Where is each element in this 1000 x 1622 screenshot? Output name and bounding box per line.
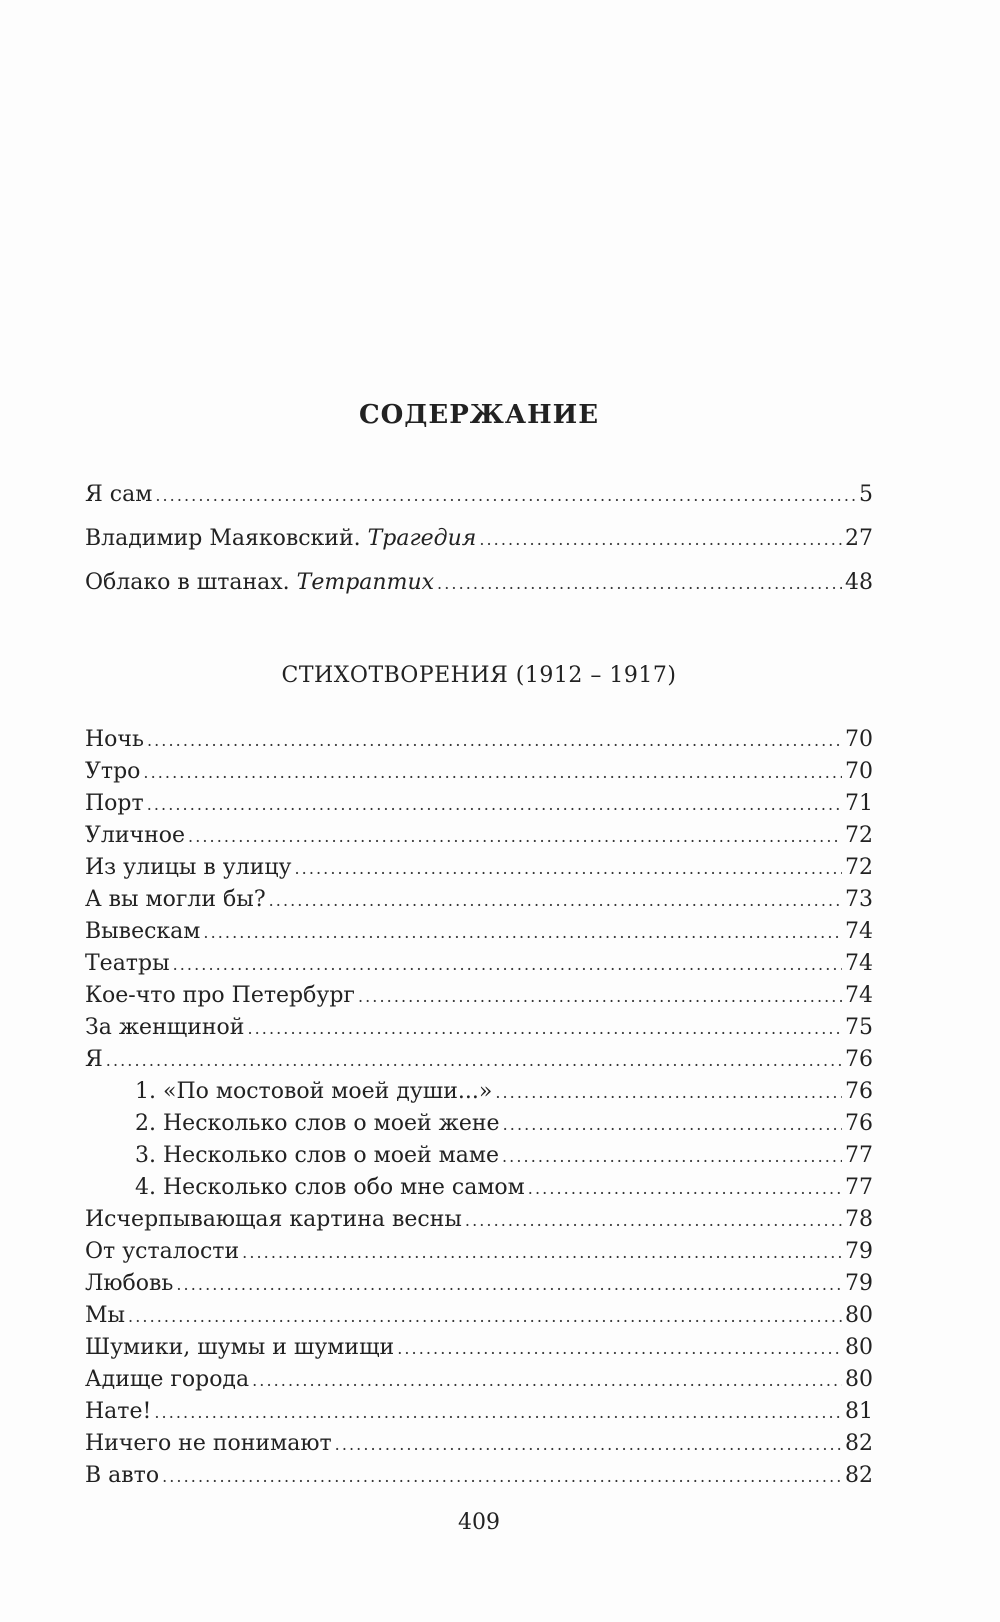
toc-entry-title <box>85 983 355 1008</box>
toc-entry-genre: Трагедия <box>367 526 477 551</box>
toc-entry-title-text: Любовь <box>85 1271 174 1296</box>
toc-entry-title-text: 3. Несколько слов о моей маме <box>135 1143 499 1168</box>
toc-entry <box>85 1015 873 1047</box>
dot-leader <box>176 1271 842 1296</box>
toc-entry-title-text: 4. Несколько слов обо мне самом <box>135 1175 525 1200</box>
toc-entry-title-text: Театры <box>85 951 170 976</box>
toc-entry <box>85 1431 873 1463</box>
toc-entry-title <box>85 526 476 551</box>
toc-entry <box>85 855 873 887</box>
toc-entry-title-text: Порт <box>85 791 144 816</box>
toc-entry-page: 72 <box>845 823 873 848</box>
dot-leader <box>247 1015 842 1040</box>
toc-entry-page: 70 <box>845 759 873 784</box>
toc-entry-title-text: Ночь <box>85 727 144 752</box>
dot-leader <box>269 887 842 912</box>
toc-entry-page: 75 <box>845 1015 873 1040</box>
toc-entry-title <box>85 855 291 880</box>
toc-entry-title <box>135 1175 525 1200</box>
toc-entry <box>85 983 873 1015</box>
toc-entry-title <box>135 1111 500 1136</box>
toc-entry-page: 48 <box>845 570 873 595</box>
toc-entry-title-text: Мы <box>85 1303 126 1328</box>
toc-entry-title <box>85 1335 394 1360</box>
dot-leader <box>502 1143 842 1168</box>
dot-leader <box>528 1175 842 1200</box>
toc-entry <box>85 526 873 570</box>
toc-entry <box>85 1367 873 1399</box>
toc-entry <box>85 1207 873 1239</box>
toc-entry-page: 78 <box>845 1207 873 1232</box>
toc-entry-page: 74 <box>845 919 873 944</box>
toc-entry-page: 73 <box>845 887 873 912</box>
toc-entry-title <box>85 1047 103 1072</box>
toc-entry-page: 74 <box>845 983 873 1008</box>
toc-entry-title <box>85 951 170 976</box>
toc-entry-page: 79 <box>845 1239 873 1264</box>
section-title: СТИХОТВОРЕНИЯ (1912 – 1917) <box>281 663 677 688</box>
toc-entry-title <box>85 1367 249 1392</box>
toc-entry-title-text: Утро <box>85 759 141 784</box>
toc-entry-title <box>85 1271 173 1296</box>
toc-entry-page: 70 <box>845 727 873 752</box>
toc-entry-title <box>85 482 152 507</box>
toc-entry <box>85 919 873 951</box>
page-title: СОДЕРЖАНИЕ <box>358 400 600 430</box>
dot-leader <box>252 1367 842 1392</box>
toc-entry <box>85 887 873 919</box>
toc-main-list <box>85 482 873 614</box>
toc-entry <box>85 570 873 614</box>
dot-leader <box>147 727 842 752</box>
toc-entry-title-text: Нате! <box>85 1399 152 1424</box>
toc-sub-entry <box>85 1111 873 1143</box>
toc-entry-title-text: От усталости <box>85 1239 240 1264</box>
toc-entry-title-text: Облако в штанах. <box>85 570 290 595</box>
toc-entry-title-text: Адище города <box>85 1367 250 1392</box>
dot-leader <box>495 1079 842 1104</box>
toc-entry <box>85 1271 873 1303</box>
toc-entry-title-text: Вывескам <box>85 919 201 944</box>
toc-entry <box>85 1335 873 1367</box>
toc-entry <box>85 482 873 526</box>
toc-entry-page: 71 <box>845 791 873 816</box>
toc-entry-title <box>85 759 140 784</box>
toc-entry-title <box>85 919 200 944</box>
toc-entry-page: 76 <box>845 1047 873 1072</box>
toc-entry-title <box>85 1207 462 1232</box>
dot-leader <box>128 1303 842 1328</box>
toc-entry-title-text: Я сам <box>85 482 153 507</box>
toc-entry-title <box>135 1079 492 1104</box>
toc-entry <box>85 1303 873 1335</box>
toc-entry-title-text: Из улицы в улицу <box>85 855 292 880</box>
toc-entry-title-text: В авто <box>85 1463 160 1488</box>
toc-entry-page: 77 <box>845 1143 873 1168</box>
toc-entry-title-text: Исчерпывающая картина весны <box>85 1207 462 1232</box>
dot-leader <box>155 482 856 507</box>
toc-entry-title <box>85 791 144 816</box>
toc-entry-title <box>85 570 434 595</box>
toc-entry-page: 82 <box>845 1431 873 1456</box>
toc-entry-title-text: 1. «По мостовой моей души...» <box>135 1079 493 1104</box>
toc-entry-title-text: Кое-что про Петербург <box>85 983 355 1008</box>
toc-entry-title-text: Я <box>85 1047 103 1072</box>
toc-entry <box>85 1463 873 1495</box>
toc-entry-title-text: Владимир Маяковский. <box>85 526 361 551</box>
toc-entry-title-text: 2. Несколько слов о моей жене <box>135 1111 500 1136</box>
toc-entry <box>85 951 873 983</box>
toc-entry-title <box>85 1431 332 1456</box>
toc-entry-genre: Тетраптих <box>296 570 435 595</box>
toc-entry-title <box>85 1015 244 1040</box>
dot-leader <box>479 526 842 551</box>
dot-leader <box>143 759 842 784</box>
toc-entry-title <box>135 1143 499 1168</box>
book-page <box>85 0 873 1622</box>
dot-leader <box>162 1463 842 1488</box>
dot-leader <box>397 1335 842 1360</box>
toc-entry-page: 72 <box>845 855 873 880</box>
toc-entry-title <box>85 823 185 848</box>
toc-entry-page: 81 <box>845 1399 873 1424</box>
toc-entry-title-text: Ничего не понимают <box>85 1431 332 1456</box>
toc-entry-page: 80 <box>845 1303 873 1328</box>
toc-entry <box>85 1047 873 1079</box>
toc-entry <box>85 1399 873 1431</box>
dot-leader <box>437 570 842 595</box>
toc-entry-title <box>85 1399 151 1424</box>
dot-leader <box>173 951 842 976</box>
dot-leader <box>147 791 842 816</box>
toc-entry-title-text: За женщиной <box>85 1015 245 1040</box>
toc-entry <box>85 759 873 791</box>
dot-leader <box>294 855 842 880</box>
toc-sub-entry <box>85 1143 873 1175</box>
toc-entry-page: 76 <box>845 1079 873 1104</box>
toc-entry-page: 80 <box>845 1367 873 1392</box>
dot-leader <box>358 983 842 1008</box>
toc-sub-entry <box>85 1079 873 1111</box>
toc-entry-page: 74 <box>845 951 873 976</box>
toc-entry-title-text: А вы могли бы? <box>85 887 266 912</box>
toc-entry <box>85 823 873 855</box>
toc-entry <box>85 1239 873 1271</box>
dot-leader <box>503 1111 842 1136</box>
toc-entry-page: 77 <box>845 1175 873 1200</box>
toc-entry-page: 79 <box>845 1271 873 1296</box>
toc-entry <box>85 791 873 823</box>
toc-entry-page: 5 <box>859 482 873 507</box>
dot-leader <box>106 1047 842 1072</box>
toc-entry-page: 76 <box>845 1111 873 1136</box>
page-number: 409 <box>458 1510 500 1535</box>
toc-sub-entry <box>85 1175 873 1207</box>
toc-entry-title-text: Уличное <box>85 823 186 848</box>
toc-entry-title <box>85 1303 125 1328</box>
toc-entry-page: 27 <box>845 526 873 551</box>
toc-entry-title-text: Шумики, шумы и шумищи <box>85 1335 395 1360</box>
dot-leader <box>154 1399 842 1424</box>
dot-leader <box>335 1431 842 1456</box>
dot-leader <box>465 1207 842 1232</box>
toc-entry <box>85 727 873 759</box>
toc-entry-title <box>85 1463 159 1488</box>
dot-leader <box>242 1239 842 1264</box>
toc-entry-page: 80 <box>845 1335 873 1360</box>
toc-entry-title <box>85 887 266 912</box>
toc-entry-page: 82 <box>845 1463 873 1488</box>
toc-entry-title <box>85 727 144 752</box>
dot-leader <box>188 823 842 848</box>
toc-entry-title <box>85 1239 239 1264</box>
dot-leader <box>203 919 842 944</box>
toc-poems-list <box>85 727 873 1495</box>
